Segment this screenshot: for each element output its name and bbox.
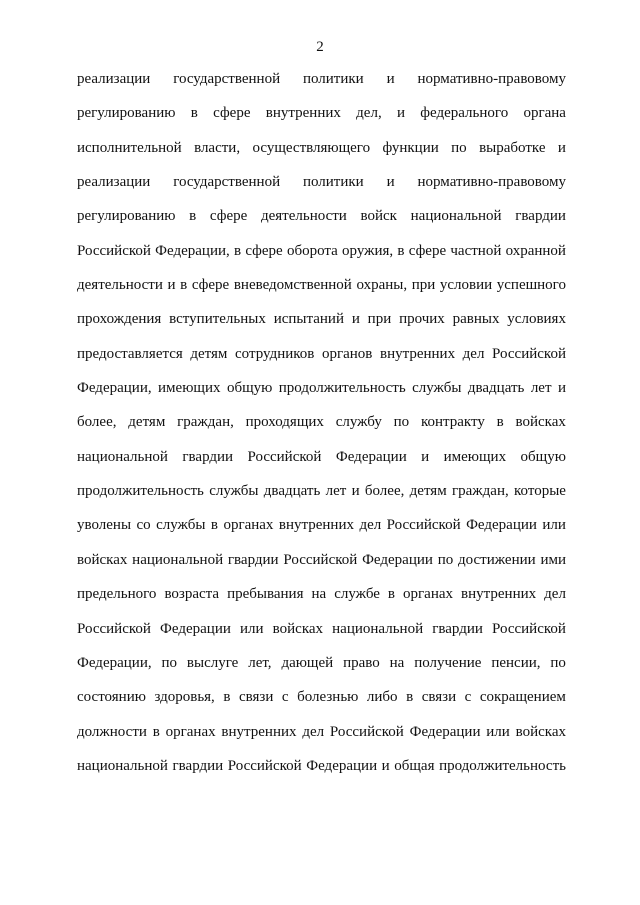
- text-line: [77, 207, 566, 241]
- text-word: проходящих: [245, 414, 324, 431]
- text-word: внутренних: [278, 517, 354, 534]
- text-word: вступительных: [169, 311, 266, 328]
- text-word: выработке: [479, 139, 546, 156]
- text-line: [77, 620, 566, 654]
- text-word: Федерации: [409, 723, 481, 740]
- text-word: Российской: [492, 345, 566, 362]
- text-line: [77, 310, 566, 344]
- text-word: дел,: [356, 105, 382, 122]
- text-line: [77, 242, 566, 276]
- text-word: гвардии: [172, 757, 224, 774]
- text-word: которые: [514, 483, 566, 500]
- text-word: или: [240, 620, 264, 637]
- text-word: по: [437, 551, 454, 568]
- text-word: органов: [321, 345, 373, 362]
- text-line: [77, 448, 566, 482]
- text-word: Федерации: [306, 757, 378, 774]
- text-word: общую: [520, 448, 566, 465]
- text-word: национальной: [77, 757, 168, 774]
- text-word: имеющих: [158, 380, 221, 397]
- text-line: [77, 345, 566, 379]
- text-word: состоянию: [77, 689, 146, 706]
- text-word: ими: [540, 551, 566, 568]
- text-word: двадцать: [263, 483, 321, 500]
- text-word: национальной: [132, 551, 224, 568]
- text-word: детям: [409, 483, 447, 500]
- text-word: дающей: [281, 654, 334, 671]
- text-word: лет,: [248, 654, 272, 671]
- text-word: условии: [439, 277, 493, 294]
- text-word: получение: [414, 654, 482, 671]
- text-word: в: [210, 517, 218, 534]
- text-line: [77, 413, 566, 447]
- text-word: охранной: [505, 242, 566, 259]
- text-word: Российской: [329, 723, 404, 740]
- text-word: и: [557, 380, 566, 397]
- text-word: и: [167, 277, 176, 294]
- text-word: со: [136, 517, 151, 534]
- text-word: на: [389, 654, 405, 671]
- text-word: органах: [403, 586, 454, 603]
- text-line: [77, 139, 566, 173]
- text-word: при: [367, 311, 392, 328]
- text-word: службе: [334, 586, 380, 603]
- text-word: службы: [156, 517, 206, 534]
- text-word: в: [496, 414, 504, 431]
- text-line: [77, 551, 566, 585]
- text-word: федерального: [420, 105, 509, 122]
- text-word: имеющих: [443, 448, 507, 465]
- text-line: [77, 70, 566, 104]
- text-word: органах: [223, 517, 274, 534]
- text-word: и: [351, 483, 360, 500]
- text-word: дел: [462, 345, 485, 362]
- text-word: условиях: [507, 311, 566, 328]
- text-word: в: [190, 105, 198, 122]
- text-line: [77, 173, 566, 207]
- text-word: сфере: [245, 242, 283, 259]
- text-word: службу: [335, 414, 382, 431]
- text-word: национальной: [77, 448, 168, 465]
- text-word: осуществляющего: [252, 139, 371, 156]
- text-word: в: [406, 689, 414, 706]
- text-word: сокращением: [479, 689, 566, 706]
- text-word: выслуге: [186, 654, 239, 671]
- text-word: в: [189, 208, 197, 225]
- text-word: Российской: [283, 551, 358, 568]
- text-word: исполнительной: [77, 139, 182, 156]
- text-word: службы: [412, 380, 462, 397]
- text-word: Федерации,: [77, 380, 152, 397]
- text-line: [77, 516, 566, 550]
- text-word: нормативно-правовому: [417, 174, 566, 191]
- text-line: [77, 585, 566, 619]
- text-word: политики: [302, 174, 364, 191]
- text-word: в: [234, 242, 242, 259]
- text-word: Российской: [492, 620, 566, 637]
- text-word: возраста: [164, 586, 220, 603]
- text-word: гвардии: [515, 208, 566, 225]
- text-word: предельного: [77, 586, 157, 603]
- text-word: прочих: [399, 311, 445, 328]
- text-word: внутренних: [265, 105, 341, 122]
- text-word: уволены: [77, 517, 132, 534]
- text-word: с: [464, 689, 472, 706]
- text-word: контракту: [420, 414, 485, 431]
- text-word: болезнью: [297, 689, 359, 706]
- text-word: по: [161, 654, 178, 671]
- text-word: деятельности: [77, 277, 163, 294]
- text-word: органах: [165, 723, 216, 740]
- text-word: по: [550, 654, 566, 671]
- text-word: реализации: [77, 174, 151, 191]
- text-word: в: [180, 277, 188, 294]
- text-word: лет: [530, 380, 552, 397]
- text-word: власти,: [194, 139, 241, 156]
- text-word: либо: [366, 689, 398, 706]
- text-word: должности: [77, 723, 147, 740]
- text-word: национальной: [410, 208, 502, 225]
- text-word: в: [223, 689, 231, 706]
- text-word: граждан,: [177, 414, 234, 431]
- text-word: в: [152, 723, 160, 740]
- text-word: внутренних: [461, 586, 537, 603]
- text-word: Федерации: [466, 517, 537, 534]
- text-word: национальной: [332, 620, 424, 637]
- text-line: [77, 482, 566, 516]
- text-word: успешного: [496, 277, 566, 294]
- text-word: реализации: [77, 71, 151, 87]
- text-word: продолжительность: [278, 380, 406, 397]
- text-word: нормативно-правовому: [417, 71, 566, 87]
- text-word: лет: [325, 483, 347, 500]
- text-word: дел: [302, 723, 325, 740]
- text-word: внутренних: [379, 345, 456, 362]
- text-word: регулированию: [77, 105, 176, 122]
- text-word: гвардии: [182, 448, 234, 465]
- text-word: двадцать: [467, 380, 525, 397]
- text-word: детям: [128, 414, 166, 431]
- text-word: граждан,: [451, 483, 509, 500]
- text-word: и: [421, 448, 430, 465]
- text-word: детям: [190, 345, 228, 362]
- text-word: равных: [452, 311, 500, 328]
- text-word: более,: [77, 414, 117, 431]
- text-word: сфере: [209, 208, 248, 225]
- text-word: сфере: [408, 242, 447, 259]
- text-word: Федерации,: [77, 654, 152, 671]
- text-word: Российской: [386, 517, 461, 534]
- text-word: Российской: [77, 620, 151, 637]
- text-word: войск: [360, 208, 397, 225]
- text-line: [77, 723, 566, 757]
- text-line: [77, 104, 566, 138]
- text-word: с: [281, 689, 289, 706]
- text-word: испытаний: [273, 311, 344, 328]
- text-word: органа: [523, 105, 566, 122]
- text-word: политики: [302, 71, 364, 87]
- text-word: и: [386, 71, 395, 87]
- text-word: по: [393, 414, 410, 431]
- text-word: при: [411, 277, 436, 294]
- text-word: продолжительность: [439, 757, 566, 774]
- text-word: Российской: [227, 757, 302, 774]
- text-word: Федерации: [362, 551, 433, 568]
- text-word: общую: [226, 380, 273, 397]
- text-line: [77, 688, 566, 722]
- text-word: войсках: [77, 551, 128, 568]
- text-word: здоровья,: [154, 689, 215, 706]
- text-word: достижении: [458, 551, 536, 568]
- text-word: пребывания: [227, 586, 304, 603]
- text-word: и: [557, 139, 566, 156]
- text-word: гвардии: [432, 620, 483, 637]
- text-line: [77, 757, 566, 791]
- text-word: сфере: [213, 105, 251, 122]
- text-word: дел: [359, 517, 382, 534]
- text-word: или: [486, 723, 510, 740]
- text-word: пенсии,: [491, 654, 541, 671]
- text-word: государственной: [173, 71, 281, 87]
- text-word: деятельности: [260, 208, 347, 225]
- text-word: связи: [421, 689, 457, 706]
- text-word: Федерации,: [155, 242, 230, 259]
- text-word: функции: [382, 139, 439, 156]
- text-word: предоставляется: [77, 345, 183, 362]
- text-line: [77, 276, 566, 310]
- text-word: оборота: [286, 242, 338, 259]
- text-word: вневедомственной: [233, 277, 352, 294]
- text-word: и: [396, 105, 406, 122]
- text-word: гвардии: [227, 551, 279, 568]
- text-word: прохождения: [77, 311, 162, 328]
- text-word: войсках: [272, 620, 324, 637]
- text-word: войсках: [515, 723, 566, 740]
- text-word: Федерации: [160, 620, 231, 637]
- text-word: и: [386, 174, 395, 191]
- text-word: и: [381, 757, 390, 774]
- text-word: в: [387, 586, 396, 603]
- text-word: в: [397, 242, 405, 259]
- text-word: или: [542, 517, 566, 534]
- text-word: Российской: [247, 448, 322, 465]
- text-word: войсках: [515, 414, 566, 431]
- text-word: общая: [394, 757, 435, 774]
- text-word: оружия,: [342, 242, 394, 259]
- text-word: по: [451, 139, 467, 156]
- document-body: [77, 70, 566, 791]
- text-line: [77, 654, 566, 688]
- text-word: охраны,: [356, 277, 408, 294]
- text-word: на: [311, 586, 327, 603]
- text-word: и: [351, 311, 360, 328]
- text-word: частной: [450, 242, 502, 259]
- text-word: продолжительность: [77, 483, 204, 500]
- text-word: внутренних: [221, 723, 297, 740]
- text-word: регулированию: [77, 208, 176, 225]
- text-word: государственной: [173, 174, 281, 191]
- text-word: Российской: [77, 242, 151, 259]
- text-word: Федерации: [335, 448, 407, 465]
- page-number: 2: [316, 39, 324, 55]
- text-word: право: [343, 654, 380, 671]
- text-word: сотрудников: [235, 345, 315, 362]
- text-line: [77, 379, 566, 413]
- text-word: связи: [238, 689, 274, 706]
- text-word: сфере: [191, 277, 230, 294]
- text-word: дел: [544, 586, 566, 603]
- text-word: службы: [209, 483, 259, 500]
- text-word: более,: [364, 483, 405, 500]
